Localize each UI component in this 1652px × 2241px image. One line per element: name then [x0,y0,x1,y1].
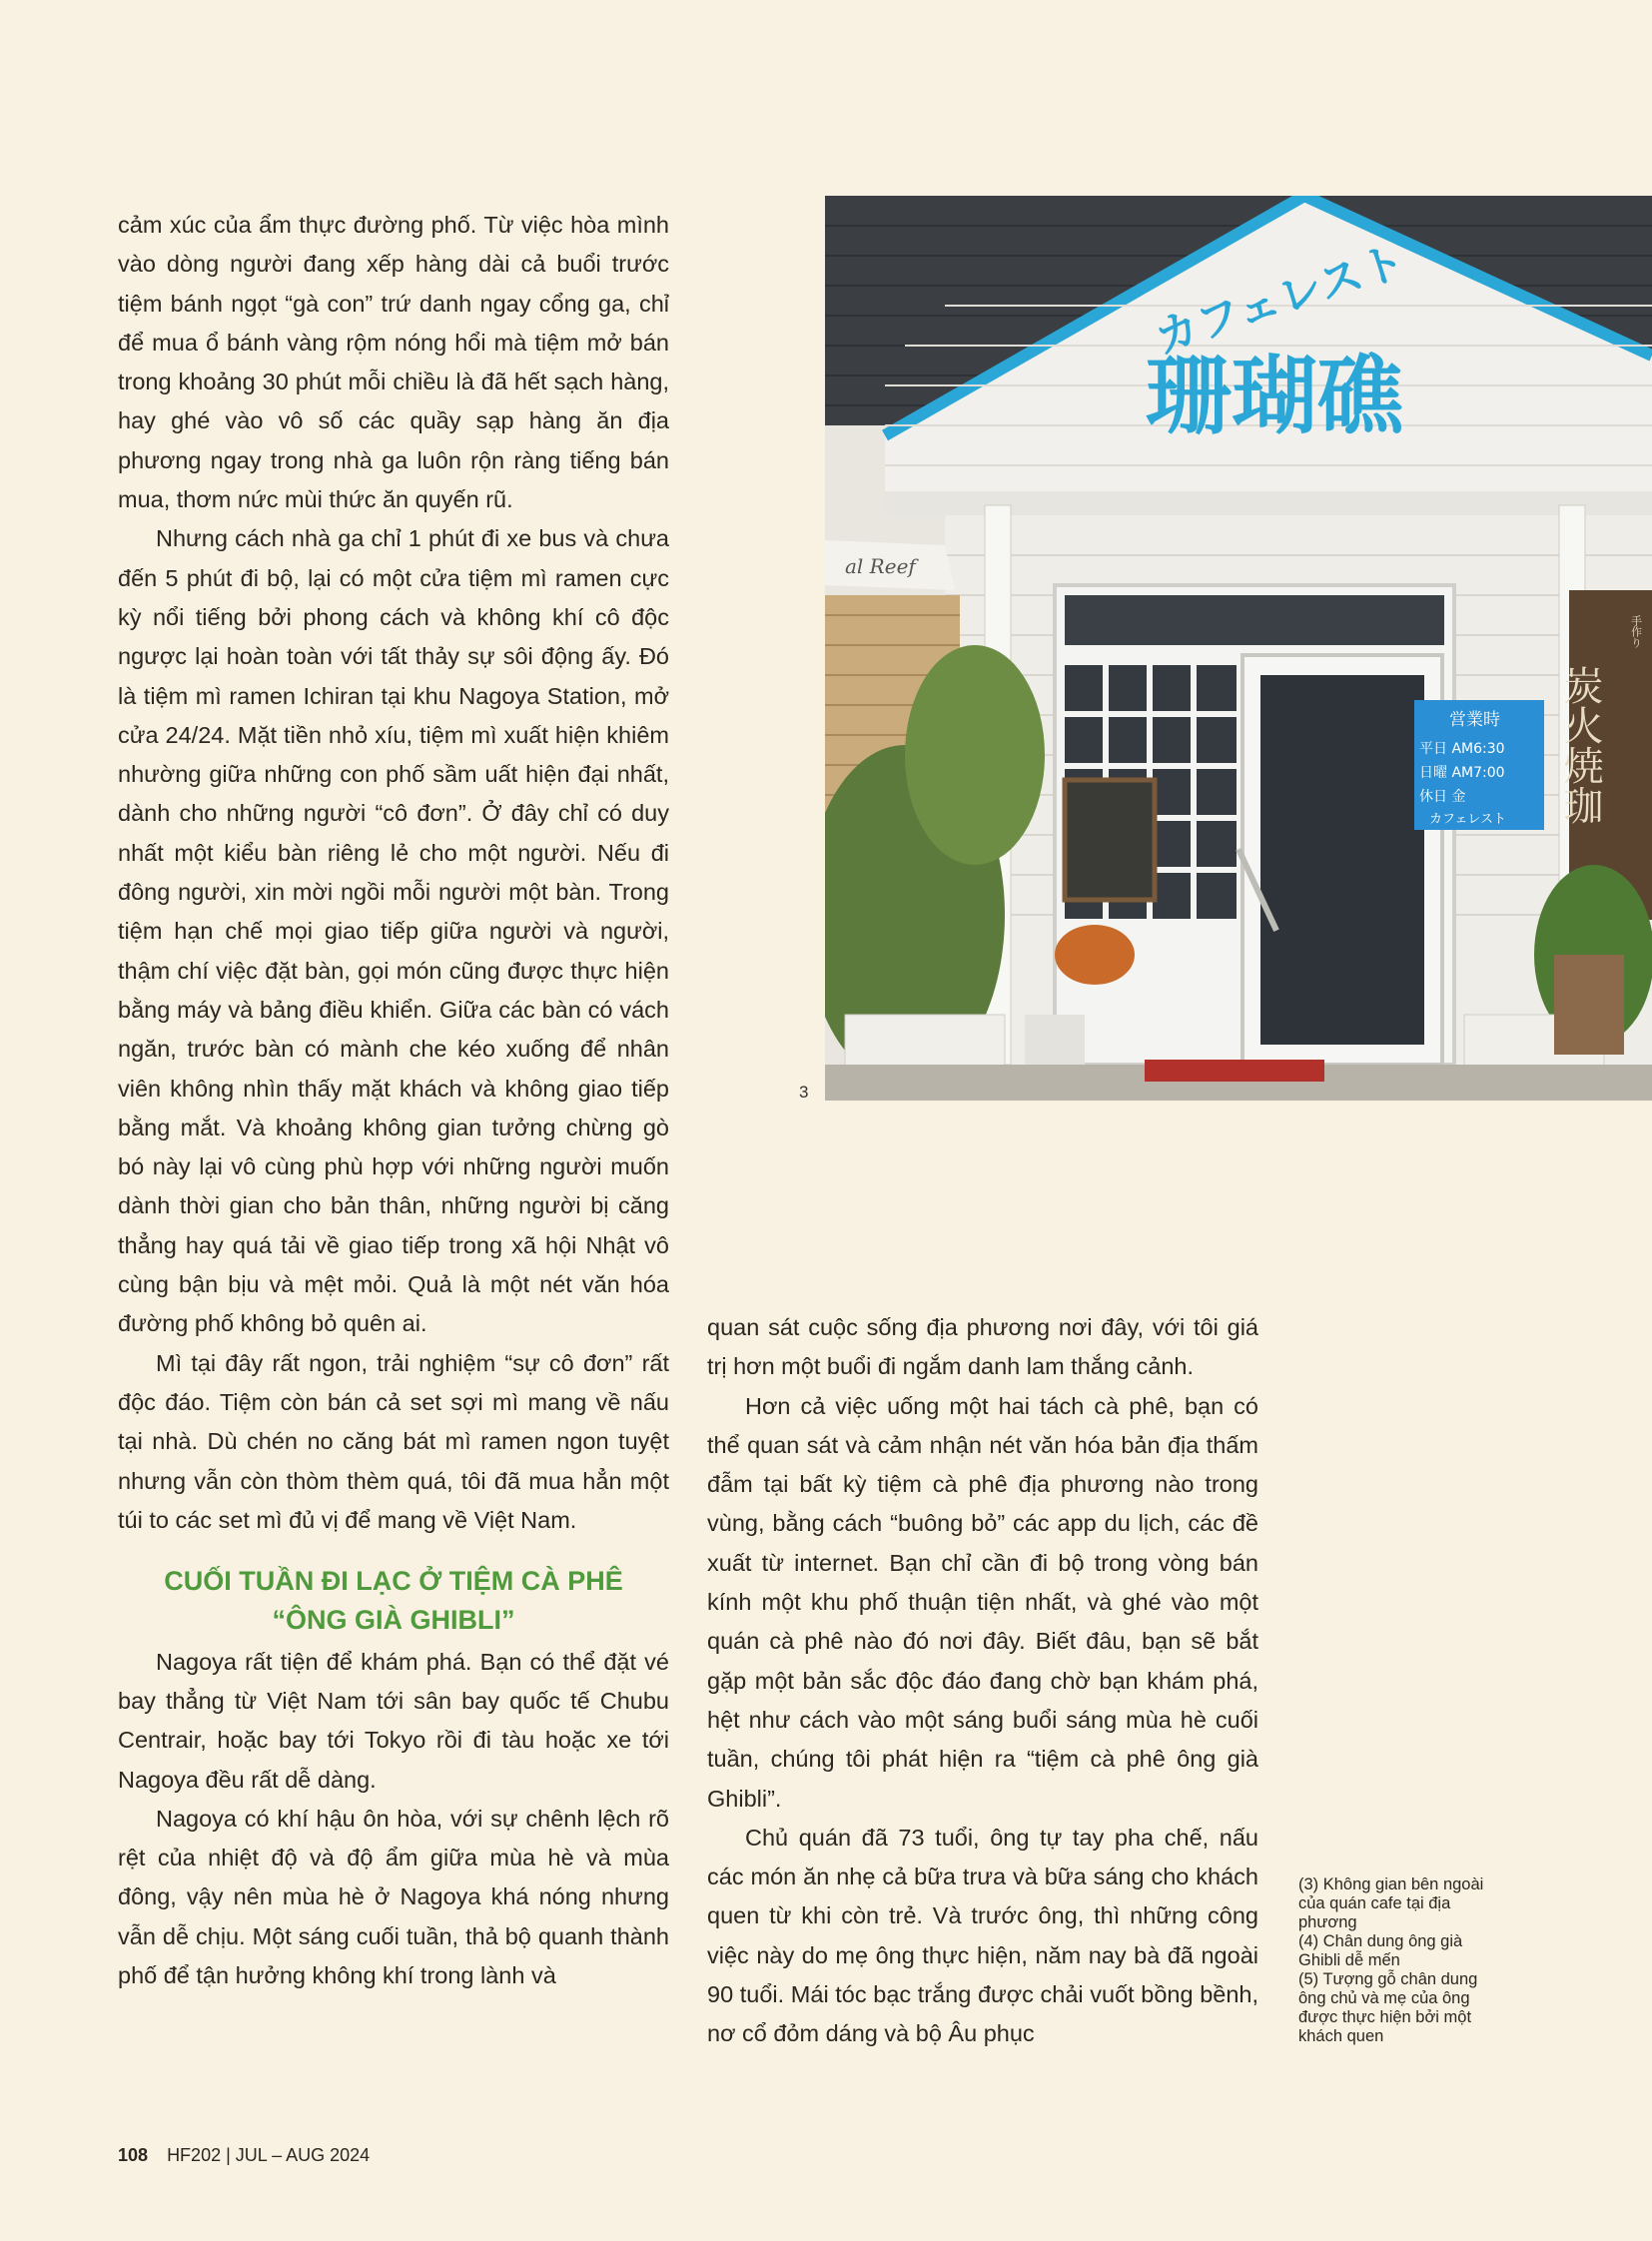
article-column-right [707,1308,1258,2054]
hours-line-1: 平日 AM6:30 [1419,741,1505,757]
paragraph: cảm xúc của ẩm thực đường phố. Từ việc hòa mình vào dòng người đang xếp hàng dài cả buổi trước tiệm bánh ngọt “gà con” trứ danh ngay cổng ga, chỉ để mua ổ bánh vàng rộm nóng hổi mà tiệm mở bán trong khoảng 30 phút mỗi chiều là đã hết sạch hàng, hay ghé vào vô số các quầy sạp hàng ăn địa phương ngay trong nhà ga luôn rộn ràng tiếng bán mua, thơm nức mùi thức ăn quyến rũ. [118,212,669,513]
hours-title: 営業時 [1449,710,1500,730]
photo-captions [1298,1875,1508,2046]
sign-katakana: カフェレスト [1148,235,1412,365]
paragraph: Mì tại đây rất ngon, trải nghiệm “sự cô đơn” rất độc đáo. Tiệm còn bán cả set sợi mì mang về nấu tại nhà. Dù chén no căng bát mì ramen ngon tuyệt nhưng vẫn còn thòm thèm quá, tôi đã mua hẳn một túi to các set mì đủ vị để mang về Việt Nam. [118,1349,669,1533]
cafe-storefront-photo [825,196,1652,1101]
awning-text: al Reef [845,554,916,578]
paragraph: Chủ quán đã 73 tuổi, ông tự tay pha chế, nấu các món ăn nhẹ cả bữa trưa và bữa sáng cho khách quen từ khi còn trẻ. Và trước ông, thì những công việc này do mẹ ông thực hiện, năm nay bà đã ngoài 90 tuổi. Mái tóc bạc trắng được chải vuốt bồng bềnh, nơ cổ đỏm dáng và bộ Âu phục [707,1824,1258,2047]
paragraph: quan sát cuộc sống địa phương nơi đây, với tôi giá trị hơn một buổi đi ngắm danh lam thắng cảnh. [707,1314,1258,1380]
section-heading-line-2: “ÔNG GIÀ GHIBLI” [272,1605,515,1636]
sign-kanji: 珊瑚礁 [1146,347,1403,446]
page-footer [118,2145,370,2166]
cafe-storefront-illustration [825,196,1652,1101]
page-number: 108 [118,2145,149,2165]
paragraph: Nagoya có khí hậu ôn hòa, với sự chênh lệch rõ rệt của nhiệt độ và độ ẩm giữa mùa hè và mùa đông, vậy nên mùa hè ở Nagoya khá nóng nhưng vẫn dễ chịu. Một sáng cuối tuần, thả bộ quanh thành phố để tận hưởng không khí trong lành và [118,1805,669,1989]
article-column-left [118,206,669,1995]
caption-4: (4) Chân dung ông già Ghibli dễ mến [1298,1932,1463,1969]
section-heading [118,1562,669,1641]
photo-number: 3 [799,1083,809,1102]
section-heading-line-1: CUỐI TUẦN ĐI LẠC Ở TIỆM CÀ PHÊ [164,1566,623,1597]
hours-line-2: 日曜 AM7:00 [1419,765,1505,781]
caption-3: (3) Không gian bên ngoài của quán cafe tại địa phương [1298,1875,1484,1931]
hours-footer: カフェレスト [1429,812,1506,827]
caption-5: (5) Tượng gỗ chân dung ông chủ và mẹ của ông được thực hiện bởi một khách quen [1298,1970,1478,2045]
wooden-sign-text: 炭火焼珈 [1557,665,1603,825]
issue-label: HF202 | JUL – AUG 2024 [167,2145,371,2165]
paragraph: Nhưng cách nhà ga chỉ 1 phút đi xe bus và chưa đến 5 phút đi bộ, lại có một cửa tiệm mì ramen cực kỳ nổi tiếng bởi phong cách và không khí cô độc ngược lại hoàn toàn với tất thảy sự sôi động ấy. Đó là tiệm mì ramen Ichiran tại khu Nagoya Station, mở cửa 24/24. Mặt tiền nhỏ xíu, tiệm mì xuất hiện khiêm nhường giữa những con phố sầm uất hiện đại nhất, dành cho những người “cô đơn”. Ở đây chỉ có duy nhất một kiểu bàn riêng lẻ cho một người. Nếu đi đông người, xin mời ngồi mỗi người một bàn. Trong tiệm hạn chế mọi giao tiếp giữa người và người, thậm chí việc đặt bàn, gọi món cũng được thực hiện bằng máy và bảng điều khiển. Giữa các bàn có vách ngăn, trước bàn có mành che kéo xuống để nhân viên không nhìn thấy mặt khách và không giao tiếp bằng mắt. Và khoảng không gian tưởng chừng gò bó này lại vô cùng phù hợp với những người muốn dành thời gian cho bản thân, những người bị căng thẳng hay quá tải về giao tiếp trong xã hội Nhật vô cùng bận bịu và mệt mỏi. Quả là một nét văn hóa đường phố không bỏ quên ai. [118,525,669,1337]
wooden-sign-small-text: 手作り [1629,615,1643,648]
paragraph: Nagoya rất tiện để khám phá. Bạn có thể đặt vé bay thẳng từ Việt Nam tới sân bay quốc tế Chubu Centrair, hoặc bay tới Tokyo rồi đi tàu hoặc xe tới Nagoya đều rất dễ dàng. [118,1648,669,1793]
paragraph: Hơn cả việc uống một hai tách cà phê, bạn có thể quan sát và cảm nhận nét văn hóa bản địa thấm đẫm tại bất kỳ tiệm cà phê địa phương nào trong vùng, bằng cách “buông bỏ” các app du lịch, các đề xuất từ internet. Bạn chỉ cần đi bộ trong vòng bán kính một khu phố thuận tiện nhất, và ghé vào một quán cà phê nào đó nơi đây. Biết đâu, bạn sẽ bắt gặp một bản sắc độc đáo đang chờ bạn khám phá, hệt như cách vào một sáng buổi sáng mùa hè cuối tuần, chúng tôi phát hiện ra “tiệm cà phê ông già Ghibli”. [707,1392,1258,1812]
hours-line-3: 休日 金 [1419,789,1466,805]
